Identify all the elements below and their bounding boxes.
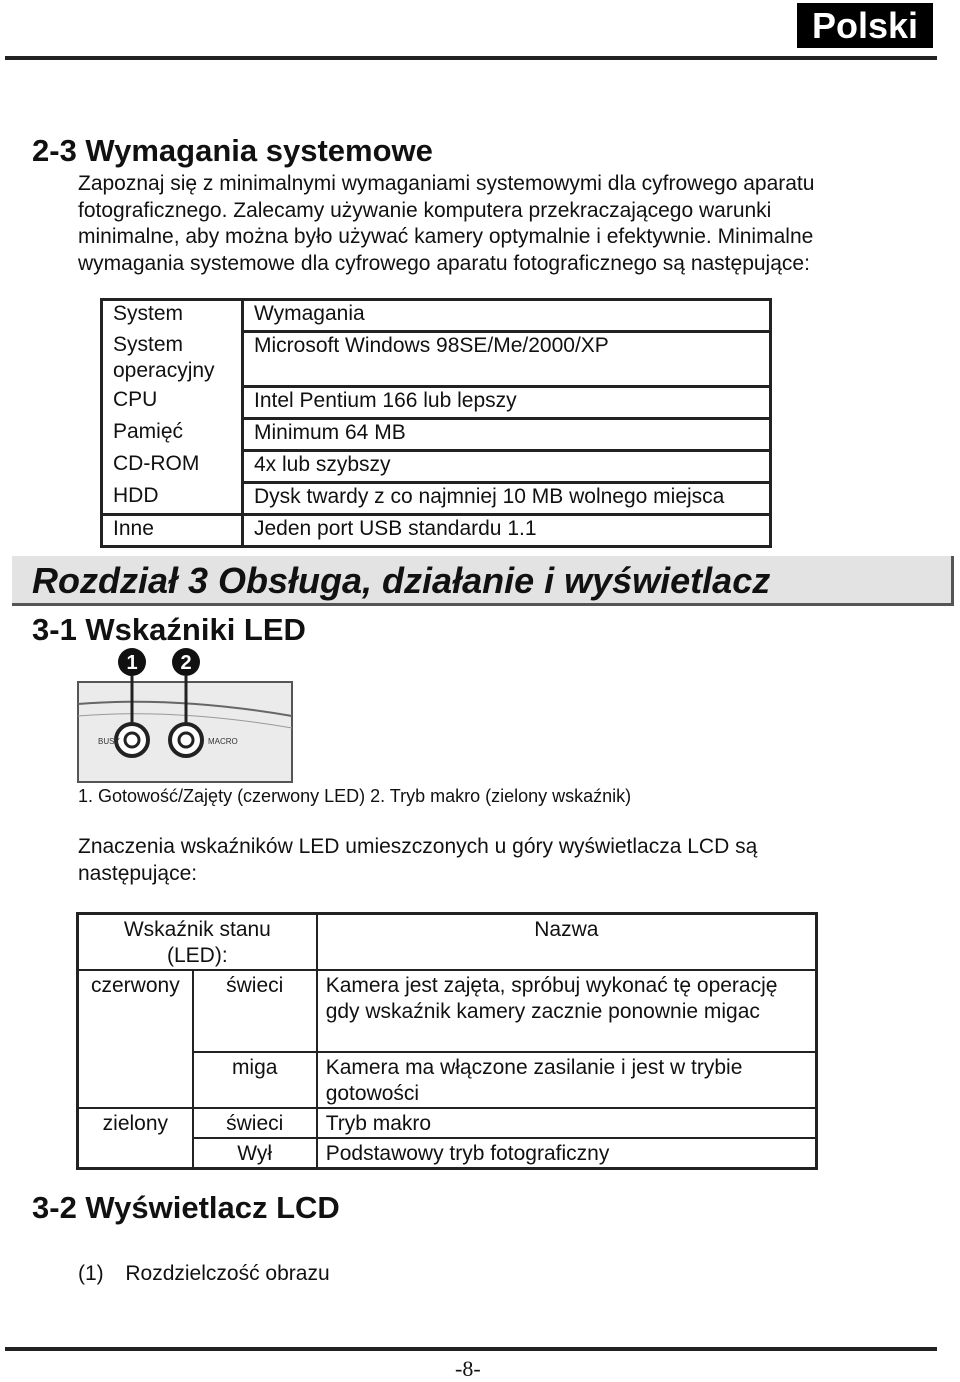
table-cell-name: Inne bbox=[102, 515, 243, 547]
table-row bbox=[78, 914, 817, 971]
page-number: -8- bbox=[455, 1356, 481, 1381]
table-cell-value: Minimum 64 MB bbox=[243, 419, 771, 451]
table-cell-value: 4x lub szybszy bbox=[243, 451, 771, 483]
led-meaning-cell: Tryb makro bbox=[317, 1108, 817, 1138]
busy-label: BUSY bbox=[98, 737, 120, 746]
intro-line: wymagania systemowe dla cyfrowego aparatu fotograficznego są następujące: bbox=[78, 251, 810, 275]
header-rule bbox=[5, 56, 937, 60]
marker-1: 1 bbox=[126, 652, 138, 674]
list-item bbox=[78, 1262, 330, 1286]
table-row bbox=[102, 419, 771, 451]
figure-caption: 1. Gotowość/Zajęty (czerwony LED) 2. Tryb makro (zielony wskaźnik) bbox=[78, 786, 632, 806]
footer-rule bbox=[5, 1347, 937, 1351]
table-cell-name: HDD bbox=[113, 483, 159, 507]
marker-2: 2 bbox=[180, 652, 192, 674]
led-description bbox=[78, 834, 908, 887]
table-row bbox=[102, 332, 771, 387]
table-header-cell: System bbox=[113, 302, 184, 325]
list-item-number: (1) bbox=[78, 1262, 104, 1285]
list-item-label: Rozdzielczość obrazu bbox=[125, 1262, 330, 1285]
led-meaning-cell: Kamera jest zajęta, spróbuj wykonać tę operację gdy wskaźnik kamery zacznie ponownie migac bbox=[317, 970, 817, 1052]
led-color-cell: zielony bbox=[78, 1108, 193, 1169]
section-title-3-2: 3-2 Wyświetlacz LCD bbox=[32, 1190, 340, 1225]
led-color-cell: czerwony bbox=[78, 970, 193, 1108]
led-state-cell: Wył bbox=[193, 1138, 317, 1169]
table-row bbox=[102, 483, 771, 515]
description-line: Znaczenia wskaźników LED umieszczonych u góry wyświetlacza LCD są bbox=[78, 835, 758, 858]
section-title-2-3: 2-3 Wymagania systemowe bbox=[32, 133, 433, 168]
table-cell-name: Pamięć bbox=[113, 419, 184, 443]
led-indicator-figure bbox=[76, 646, 296, 784]
table-header-name: Nazwa bbox=[317, 914, 817, 971]
section-title-3-1: 3-1 Wskaźniki LED bbox=[32, 612, 306, 647]
intro-line: fotograficznego. Zalecamy używanie komputera przekraczającego warunki bbox=[78, 198, 772, 222]
led-state-cell: świeci bbox=[193, 1108, 317, 1138]
table-cell-value: Intel Pentium 166 lub lepszy bbox=[243, 387, 771, 419]
table-row bbox=[78, 1108, 817, 1138]
description-line: następujące: bbox=[78, 861, 198, 885]
table-cell-value: Dysk twardy z co najmniej 10 MB wolnego miejsca bbox=[243, 483, 771, 515]
table-cell-name: CPU bbox=[113, 387, 158, 411]
led-state-cell: miga bbox=[193, 1052, 317, 1108]
intro-line: minimalne, aby można było używać kamery optymalnie i efektywnie. Minimalne bbox=[78, 225, 814, 248]
table-header-status: Wskaźnik stanu (LED): bbox=[78, 914, 317, 971]
chapter-banner: Rozdział 3 Obsługa, działanie i wyświetlacz bbox=[12, 556, 954, 606]
led-status-table bbox=[76, 912, 818, 1170]
table-header-cell: Wymagania bbox=[243, 300, 771, 332]
table-cell-name: System operacyjny bbox=[113, 332, 215, 382]
led-meaning-cell: Kamera ma włączone zasilanie i jest w trybie gotowości bbox=[317, 1052, 817, 1108]
language-badge: Polski bbox=[797, 3, 933, 48]
table-row bbox=[102, 300, 771, 332]
table-row bbox=[102, 451, 771, 483]
table-cell-name: CD-ROM bbox=[113, 451, 200, 475]
requirements-table bbox=[100, 298, 772, 548]
table-row bbox=[102, 387, 771, 419]
intro-paragraph bbox=[78, 171, 908, 277]
table-row bbox=[102, 515, 771, 547]
macro-label: MACRO bbox=[208, 737, 238, 746]
table-cell-value: Jeden port USB standardu 1.1 bbox=[243, 515, 771, 547]
table-cell-value: Microsoft Windows 98SE/Me/2000/XP bbox=[243, 332, 771, 387]
intro-line: Zapoznaj się z minimalnymi wymaganiami systemowymi dla cyfrowego aparatu bbox=[78, 172, 815, 195]
table-row bbox=[78, 970, 817, 1052]
led-state-cell: świeci bbox=[193, 970, 317, 1052]
led-meaning-cell: Podstawowy tryb fotograficzny bbox=[317, 1138, 817, 1169]
